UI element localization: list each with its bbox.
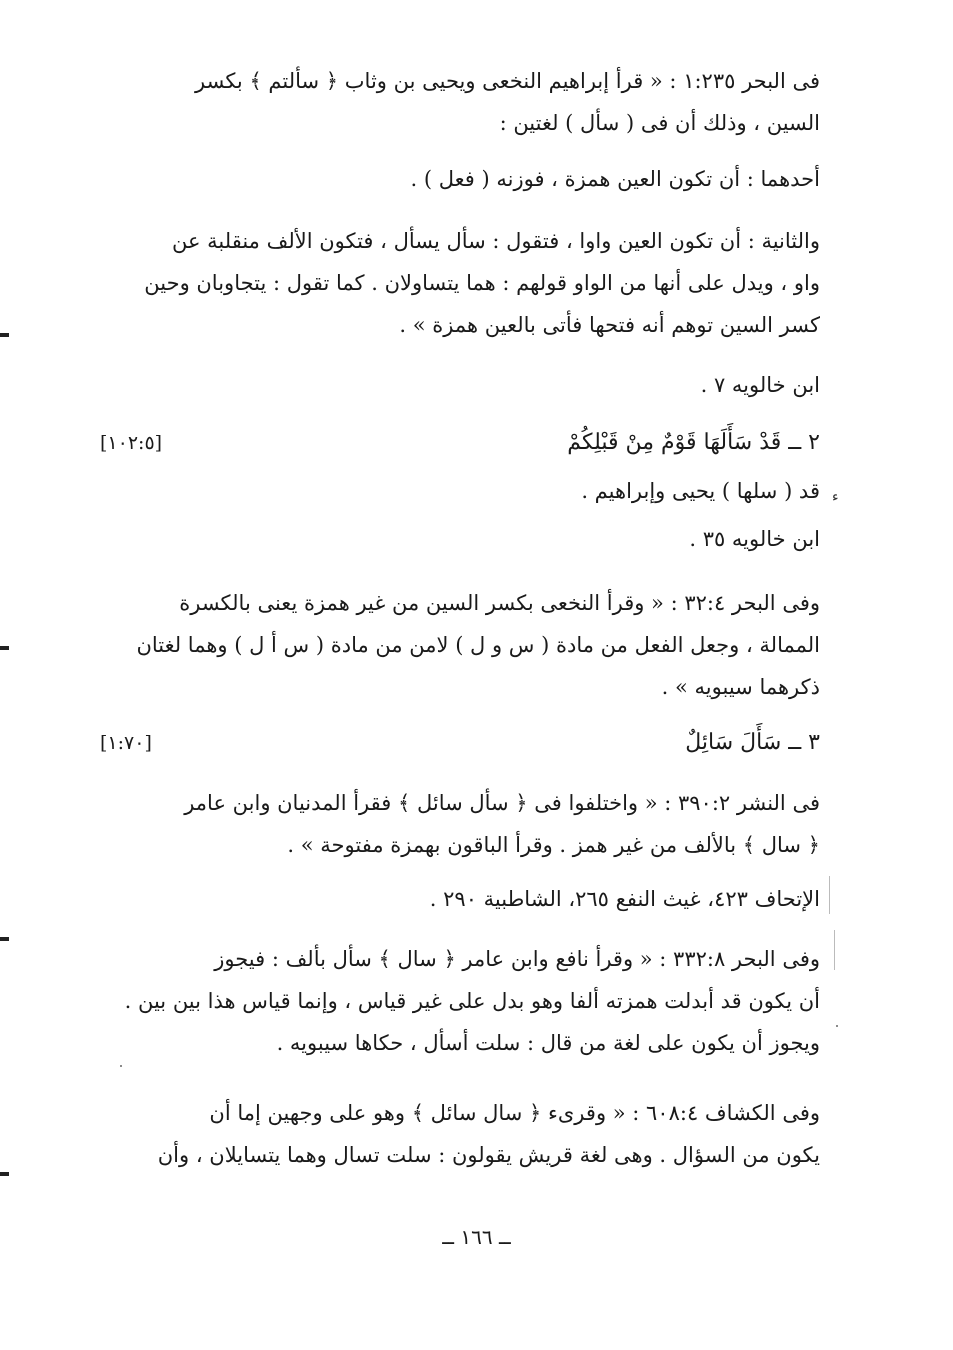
page-number: ــ ١٦٦ ــ xyxy=(442,1225,511,1249)
scan-speck xyxy=(120,1065,122,1067)
paragraph-second-form xyxy=(100,220,820,346)
quran-verse-2: ٢ ــ قَدْ سَأَلَهَا قَوْمٌ مِنْ قَبْلِكُمْ xyxy=(567,430,820,455)
text-line: ﴿ سال ﴾ بالألف من غير همز . وقرأ الباقون بهمزة مفتوحة » . xyxy=(287,833,820,857)
source-citation: ابن خالويه ٧ . xyxy=(700,373,820,397)
text-line: وفى الكشاف ٦٠٨:٤ : « وقرىء ﴿ سال سائل ﴾ وهو على وجهين إما أن xyxy=(209,1101,820,1125)
paragraph-qiraa-salaha: قد ( سلها ) يحيى وإبراهيم . xyxy=(581,479,820,503)
scan-edge-mark xyxy=(0,937,9,941)
text-line: فى البحر ١:٢٣٥ : « قرأ إبراهيم النخعى ويحيى بن وثاب ﴿ سألتم ﴾ بكسر xyxy=(195,69,820,93)
text-line: وفى البحر ٣٢:٤ : « وقرأ النخعى بكسر السين من غير همزة يعنى بالكسرة xyxy=(179,591,820,615)
source-citation: ابن خالويه ٣٥ . xyxy=(689,527,820,551)
text-line: وفى البحر ٣٣٢:٨ : « وقرأ نافع وابن عامر ﴿ سال ﴾ سأل بألف : فيجوز xyxy=(214,947,820,971)
text-line: ويجوز أن يكون على لغة من قال : سلت أسأل ، حكاها سيبويه . xyxy=(276,1031,820,1055)
text-line: يكون من السؤال . وهى لغة قريش يقولون : سلت تسال وهما يتسايلان ، وأن xyxy=(157,1143,820,1167)
scan-line xyxy=(829,876,830,914)
quran-verse-3: ٣ ــ سَأَلَ سَائِلٌ xyxy=(685,730,820,755)
scan-edge-mark xyxy=(0,646,9,650)
source-citation: الإتحاف ٤٢٣، غيث النفع ٢٦٥، الشاطبية ٢٩٠ . xyxy=(429,887,820,911)
scan-speck xyxy=(836,1025,838,1027)
paragraph-kashshaf xyxy=(100,1092,820,1176)
paragraph-bahr-nakhai xyxy=(100,582,820,708)
text-line: أن يكون قد أبدلت همزته ألفا وهو بدل على غير قياس ، وإنما قياس هذا بين بين . xyxy=(124,989,820,1013)
paragraph-bahr-nafi xyxy=(100,938,820,1064)
paragraph-first-form: أحدهما : أن تكون العين همزة ، فوزنه ( فعل ) . xyxy=(410,167,820,191)
paragraph-nashr xyxy=(100,782,820,866)
text-line: والثانية : أن تكون العين واوا ، فتقول : سأل يسأل ، فتكون الألف منقلبة عن xyxy=(171,229,820,253)
text-line: فى النشر ٣٩٠:٢ : « واختلفوا فى ﴿ سأل سائل ﴾ فقرأ المدنيان وابن عامر xyxy=(184,791,820,815)
scan-edge-mark xyxy=(0,333,9,337)
margin-mark: ء xyxy=(832,489,839,505)
verse-reference-2: [١٠٢:٥] xyxy=(100,432,163,454)
paragraph-bahr-saaltum xyxy=(100,60,820,144)
scan-line xyxy=(834,930,835,970)
text-line: كسر السين توهم أنه فتحها فأتى بالعين همزة » . xyxy=(399,313,820,337)
text-line: السين ، وذلك أن فى ( سأل ) لغتين : xyxy=(499,111,820,135)
text-line: واو ، ويدل على أنها من الواو قولهم : هما يتساولان . كما تقول : يتجاوبان وحين xyxy=(144,271,820,295)
text-line: ذكرهما سيبويه » . xyxy=(661,675,820,699)
verse-reference-3: [١:٧٠] xyxy=(100,732,152,754)
scan-edge-mark xyxy=(0,1172,9,1176)
text-line: الممالة ، وجعل الفعل من مادة ( س و ل ) لامن من مادة ( س أ ل ) وهما لغتان xyxy=(136,633,820,657)
